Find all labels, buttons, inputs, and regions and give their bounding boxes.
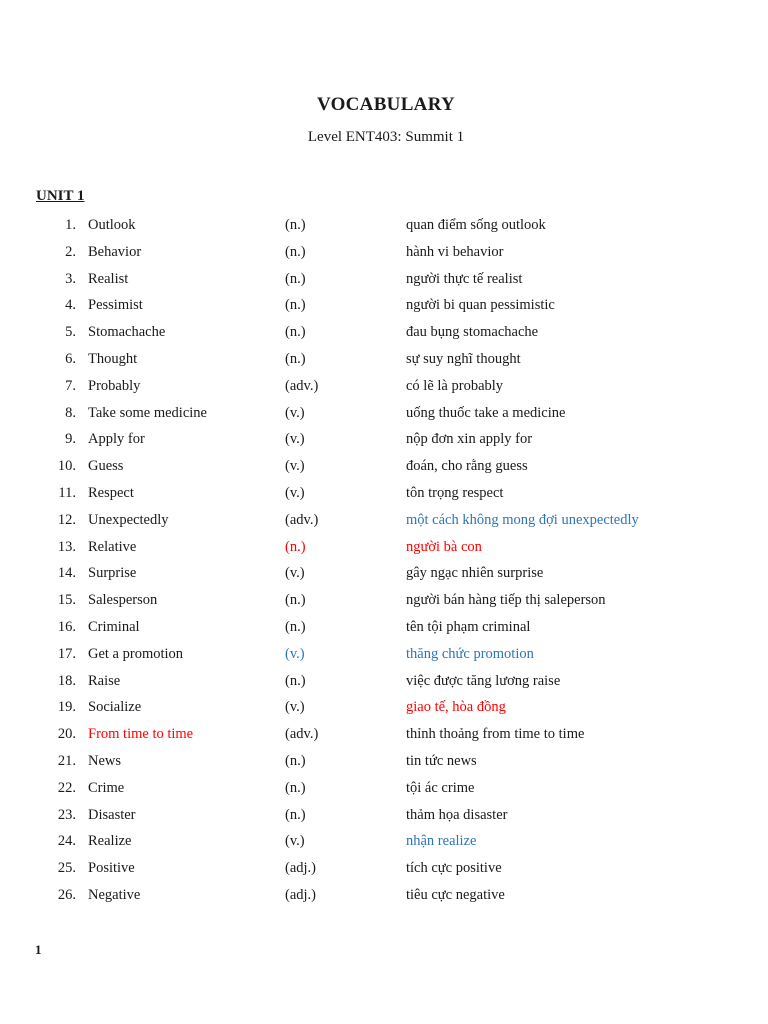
item-number: 26.: [57, 886, 76, 903]
vocab-meaning: hành vi behavior: [406, 243, 504, 260]
vocab-row: [0, 802, 768, 829]
vocab-word: Negative: [88, 886, 141, 903]
vocab-word: Respect: [88, 484, 134, 501]
vocab-word: Unexpectedly: [88, 511, 169, 528]
part-of-speech: (n.): [285, 779, 306, 796]
vocab-word: Get a promotion: [88, 645, 184, 662]
item-number: 9.: [65, 431, 76, 448]
vocab-meaning: người thực tế realist: [406, 270, 523, 287]
vocab-row: [0, 614, 768, 641]
part-of-speech: (adv.): [285, 511, 319, 528]
part-of-speech: (adj.): [285, 860, 316, 877]
vocab-meaning: gây ngạc nhiên surprise: [406, 565, 544, 582]
vocab-row: [0, 641, 768, 668]
item-number: 10.: [57, 458, 76, 475]
part-of-speech: (n.): [285, 672, 306, 689]
vocab-word: Thought: [88, 350, 138, 367]
part-of-speech: (n.): [285, 806, 306, 823]
item-number: 12.: [57, 511, 76, 528]
vocab-row: [0, 748, 768, 775]
vocab-meaning: việc được tăng lương raise: [406, 672, 561, 689]
part-of-speech: (n.): [285, 592, 306, 609]
item-number: 5.: [65, 324, 76, 341]
vocab-row: [0, 292, 768, 319]
item-number: 18.: [57, 672, 76, 689]
vocab-meaning: thảm họa disaster: [406, 806, 508, 823]
vocab-word: Socialize: [88, 699, 142, 716]
vocab-word: Guess: [88, 458, 124, 475]
vocab-row: [0, 373, 768, 400]
vocab-row: [0, 346, 768, 373]
vocab-meaning: quan điểm sống outlook: [406, 217, 546, 233]
item-number: 11.: [58, 484, 76, 501]
part-of-speech: (v.): [285, 833, 305, 850]
vocab-word: Salesperson: [88, 592, 158, 609]
vocab-row: [0, 855, 768, 882]
vocab-word: Apply for: [88, 431, 145, 448]
vocab-meaning: tội ác crime: [406, 779, 475, 796]
part-of-speech: (n.): [285, 270, 306, 287]
vocab-row: [0, 266, 768, 293]
item-number: 17.: [57, 645, 76, 662]
vocabulary-list: [0, 212, 768, 909]
vocab-meaning: người bi quan pessimistic: [406, 297, 555, 314]
vocab-row: [0, 534, 768, 561]
vocab-row: [0, 426, 768, 453]
part-of-speech: (v.): [285, 431, 305, 448]
part-of-speech: (n.): [285, 752, 306, 769]
vocab-meaning: thăng chức promotion: [406, 645, 534, 662]
vocab-meaning: uống thuốc take a medicine: [406, 404, 566, 421]
vocab-meaning: tích cực positive: [406, 860, 502, 877]
item-number: 25.: [57, 860, 76, 877]
vocab-row: [0, 721, 768, 748]
vocab-meaning: nộp đơn xin apply for: [406, 431, 533, 448]
item-number: 2.: [65, 243, 76, 260]
unit-heading: UNIT 1: [36, 188, 85, 204]
vocab-word: Positive: [88, 860, 135, 877]
vocab-meaning: thỉnh thoảng from time to time: [406, 726, 585, 743]
item-number: 22.: [57, 779, 76, 796]
part-of-speech: (v.): [285, 484, 305, 501]
vocab-meaning: đoán, cho rằng guess: [406, 458, 528, 475]
item-number: 14.: [57, 565, 76, 582]
vocab-row: [0, 775, 768, 802]
item-number: 16.: [57, 618, 76, 635]
vocab-meaning: có lẽ là probably: [406, 377, 504, 394]
vocab-row: [0, 828, 768, 855]
vocab-word: Raise: [88, 672, 121, 689]
vocab-word: From time to time: [88, 726, 194, 743]
vocab-row: [0, 319, 768, 346]
item-number: 15.: [57, 592, 76, 609]
vocab-row: [0, 882, 768, 909]
part-of-speech: (n.): [285, 618, 306, 635]
item-number: 23.: [57, 806, 76, 823]
vocab-word: News: [88, 752, 122, 769]
part-of-speech: (adv.): [285, 726, 319, 743]
vocab-row: [0, 480, 768, 507]
part-of-speech: (v.): [285, 699, 305, 716]
item-number: 19.: [57, 699, 76, 716]
vocab-word: Realist: [88, 270, 129, 287]
vocab-meaning: người bà con: [406, 538, 482, 555]
vocab-meaning: đau bụng stomachache: [406, 324, 539, 341]
item-number: 24.: [57, 833, 76, 850]
vocab-meaning: người bán hàng tiếp thị saleperson: [406, 592, 606, 609]
part-of-speech: (n.): [285, 324, 306, 341]
vocab-word: Relative: [88, 538, 137, 555]
item-number: 21.: [57, 752, 76, 769]
part-of-speech: (adv.): [285, 377, 319, 394]
item-number: 8.: [65, 404, 76, 421]
item-number: 6.: [65, 350, 76, 367]
document-subtitle: Level ENT403: Summit 1: [307, 129, 465, 145]
item-number: 20.: [57, 726, 76, 743]
vocab-row: [0, 587, 768, 614]
vocab-row: [0, 212, 768, 239]
part-of-speech: (n.): [285, 243, 306, 260]
item-number: 1.: [65, 217, 76, 233]
vocab-meaning: tiêu cực negative: [406, 886, 505, 903]
vocab-meaning: sự suy nghĩ thought: [406, 350, 521, 367]
vocab-row: [0, 239, 768, 266]
vocab-meaning: giao tế, hòa đồng: [406, 699, 506, 716]
vocab-row: [0, 453, 768, 480]
page-number: 1: [35, 942, 42, 957]
vocab-word: Probably: [88, 377, 141, 394]
vocab-word: Criminal: [88, 618, 140, 635]
part-of-speech: (v.): [285, 565, 305, 582]
vocab-row: [0, 400, 768, 427]
item-number: 4.: [65, 297, 76, 314]
part-of-speech: (v.): [285, 404, 305, 421]
vocab-word: Behavior: [88, 243, 142, 260]
vocab-meaning: tin tức news: [406, 752, 477, 769]
vocab-word: Crime: [88, 779, 125, 796]
item-number: 3.: [65, 270, 76, 287]
vocab-row: [0, 560, 768, 587]
item-number: 13.: [57, 538, 76, 555]
vocab-word: Pessimist: [88, 297, 143, 314]
vocab-row: [0, 694, 768, 721]
part-of-speech: (v.): [285, 645, 305, 662]
part-of-speech: (n.): [285, 297, 306, 314]
vocab-word: Surprise: [88, 565, 137, 582]
item-number: 7.: [65, 377, 76, 394]
vocab-word: Stomachache: [88, 324, 166, 341]
vocab-meaning: tôn trọng respect: [406, 484, 504, 501]
part-of-speech: (adj.): [285, 886, 316, 903]
part-of-speech: (n.): [285, 217, 306, 233]
vocab-row: [0, 668, 768, 695]
vocab-word: Realize: [88, 833, 132, 850]
document-title: VOCABULARY: [316, 94, 456, 115]
vocab-word: Take some medicine: [88, 404, 207, 421]
vocab-meaning: một cách không mong đợi unexpectedly: [406, 511, 639, 528]
vocab-word: Disaster: [88, 806, 136, 823]
vocab-row: [0, 507, 768, 534]
vocab-meaning: tên tội phạm criminal: [406, 618, 531, 635]
vocab-meaning: nhận realize: [406, 833, 477, 850]
part-of-speech: (v.): [285, 458, 305, 475]
part-of-speech: (n.): [285, 538, 306, 555]
vocab-word: Outlook: [88, 217, 136, 233]
part-of-speech: (n.): [285, 350, 306, 367]
